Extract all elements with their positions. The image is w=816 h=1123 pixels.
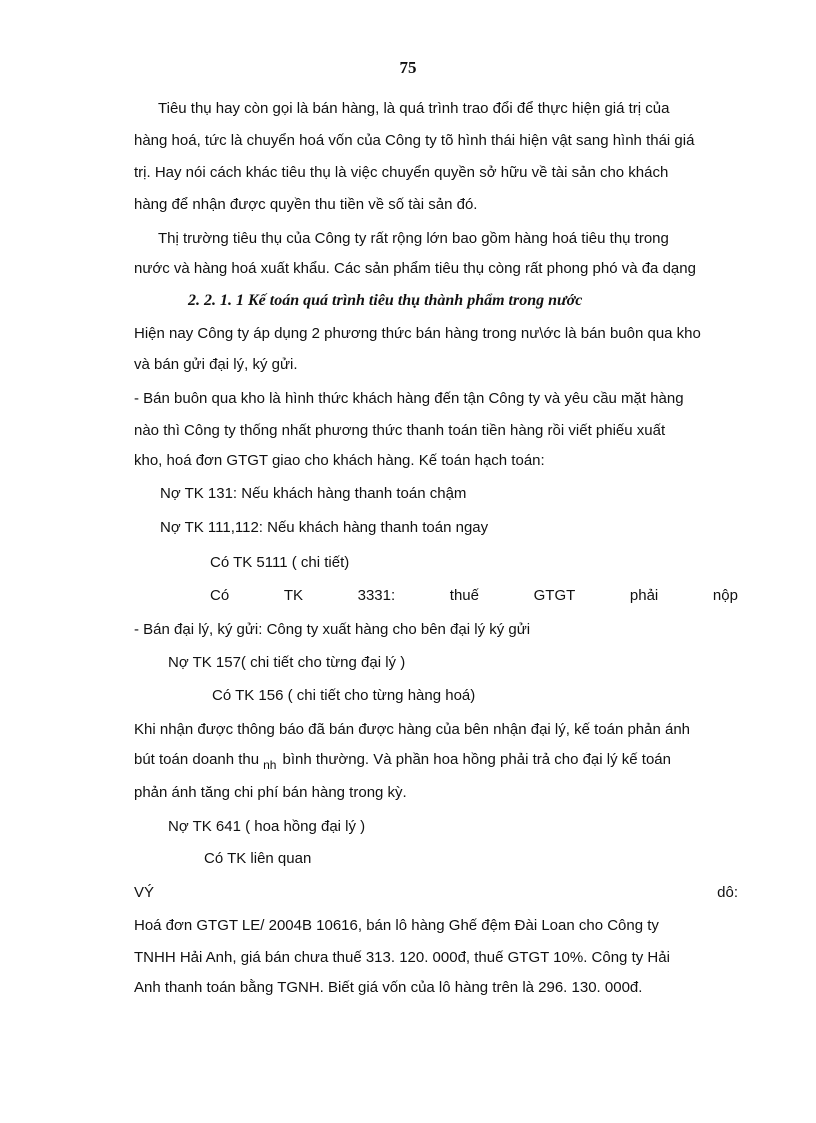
p1-line-1: Tiêu thụ hay còn gọi là bán hàng, là quá trình trao đổi để thực hiện giá trị của — [158, 100, 670, 117]
entry-debit-641: Nợ TK 641 ( hoa hồng đại lý ) — [168, 818, 366, 835]
p7-line-2: TNHH Hải Anh, giá bán chưa thuế 313. 120. 000đ, thuế GTGT 10%. Công ty Hải — [134, 949, 670, 966]
p7-line-3: Anh thanh toán bằng TGNH. Biết giá vốn của lô hàng trên là 296. 130. 000đ. — [134, 979, 643, 996]
p1-line-4: hàng để nhận được quyền thu tiền về số tài sản đó. — [134, 196, 478, 213]
section-heading: 2. 2. 1. 1 Kế toán quá trình tiêu thụ thành phẩm trong nước — [188, 292, 583, 309]
p6-line-3: phản ánh tăng chi phí bán hàng trong kỳ. — [134, 784, 407, 801]
p2-line-1: Thị trường tiêu thụ của Công ty rất rộng lớn bao gồm hàng hoá tiêu thụ trong — [158, 230, 669, 247]
p4-line-3: kho, hoá đơn GTGT giao cho khách hàng. Kế toán hạch toán: — [134, 452, 545, 469]
p1-line-2: hàng hoá, tức là chuyển hoá vốn của Công ty tõ hình thái hiện vật sang hình thái giá — [134, 132, 695, 149]
p1-line-3: trị. Hay nói cách khác tiêu thụ là việc chuyển quyền sở hữu về tài sản cho khách — [134, 164, 669, 181]
entry-credit-3331: Có TK 3331: thuế GTGT phải nộp — [210, 587, 738, 604]
entry-credit-5111: Có TK 5111 ( chi tiết) — [210, 554, 350, 571]
entry-debit-131: Nợ TK 131: Nếu khách hàng thanh toán chậm — [160, 485, 467, 502]
p5-line: - Bán đại lý, ký gửi: Công ty xuất hàng cho bên đại lý ký gửi — [134, 621, 531, 638]
p6-line-1: Khi nhận được thông báo đã bán được hàng của bên nhận đại lý, kế toán phản ánh — [134, 721, 691, 738]
p3-line-2: và bán gửi đại lý, ký gửi. — [134, 356, 298, 373]
p6-line-2: bút toán doanh thu $_{nh}$ bình thường. Và phần hoa hồng phải trả cho đại lý kế toán — [134, 751, 671, 772]
p2-line-2: nước và hàng hoá xuất khẩu. Các sản phẩm tiêu thụ còng rất phong phó và đa dạng — [134, 260, 696, 277]
page-number: 75 — [399, 58, 417, 77]
entry-debit-111-112: Nợ TK 111,112: Nếu khách hàng thanh toán ngay — [160, 519, 489, 536]
p7-line-1: Hoá đơn GTGT LE/ 2004B 10616, bán lô hàng Ghế đệm Đài Loan cho Công ty — [134, 917, 659, 934]
entry-debit-157: Nợ TK 157( chi tiết cho từng đại lý ) — [168, 654, 406, 671]
entry-credit-related: Có TK liên quan — [204, 850, 312, 867]
p3-line-1: Hiện nay Công ty áp dụng 2 phương thức bán hàng trong nư\ớc là bán buôn qua kho — [134, 325, 701, 342]
entry-credit-156: Có TK 156 ( chi tiết cho từng hàng hoá) — [212, 687, 476, 704]
p4-line-2: nào thì Công ty thống nhất phương thức thanh toán tiền hàng rồi viết phiếu xuất — [134, 422, 666, 439]
example-label: VÝ dô: — [134, 884, 738, 901]
p4-line-1: - Bán buôn qua kho là hình thức khách hàng đến tận Công ty và yêu cầu mặt hàng — [134, 390, 684, 407]
